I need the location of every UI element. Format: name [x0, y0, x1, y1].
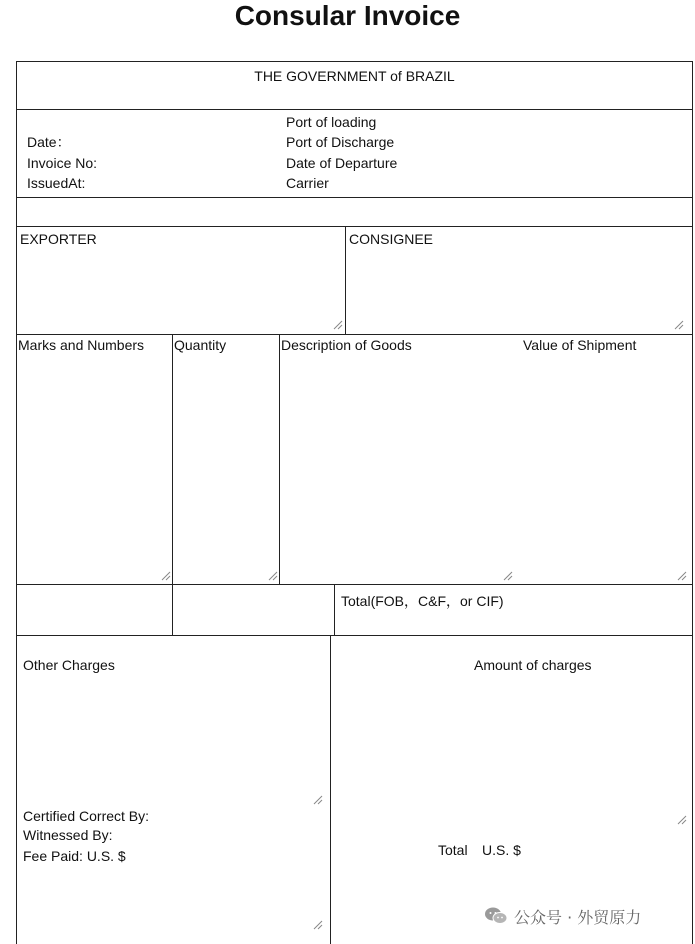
divider — [16, 584, 693, 585]
quantity-resize-handle[interactable] — [268, 571, 278, 581]
total-fob-label: Total(FOB，C&F，or CIF) — [341, 593, 504, 609]
divider — [16, 226, 693, 227]
divider — [16, 334, 693, 335]
port-of-loading-label: Port of loading — [286, 114, 377, 130]
port-of-discharge-label: Port of Discharge — [286, 134, 395, 150]
date-of-departure-label: Date of Departure — [286, 155, 398, 171]
witnessed-by-label: Witnessed By: — [23, 827, 113, 843]
issued-at-label: IssuedAt: — [27, 175, 86, 191]
divider — [172, 334, 173, 635]
amount-charges-resize-handle[interactable] — [677, 815, 687, 825]
amount-of-charges-label: Amount of charges — [474, 657, 592, 673]
fee-resize-handle[interactable] — [313, 920, 323, 930]
description-of-goods-header: Description of Goods — [281, 337, 412, 353]
frame-left — [16, 61, 17, 944]
date-label: Date： — [27, 134, 71, 150]
marks-resize-handle[interactable] — [161, 571, 171, 581]
value-resize-handle[interactable] — [677, 571, 687, 581]
charges-total-label: Total — [438, 842, 468, 858]
divider — [334, 584, 335, 635]
charges-total-currency: U.S. $ — [482, 842, 521, 858]
divider — [16, 635, 693, 636]
marks-and-numbers-header: Marks and Numbers — [18, 337, 145, 353]
other-charges-resize-handle[interactable] — [313, 795, 323, 805]
exporter-resize-handle[interactable] — [333, 320, 343, 330]
invoice-no-label: Invoice No: — [27, 155, 98, 171]
value-of-shipment-header: Value of Shipment — [523, 337, 637, 353]
government-heading: THE GOVERNMENT of BRAZIL — [254, 68, 455, 84]
description-resize-handle[interactable] — [503, 571, 513, 581]
page-title: Consular Invoice — [234, 0, 461, 31]
fee-paid-label: Fee Paid: U.S. $ — [23, 848, 126, 864]
exporter-label: EXPORTER — [20, 231, 97, 247]
consignee-label: CONSIGNEE — [349, 231, 434, 247]
divider — [279, 334, 280, 584]
wechat-icon — [484, 906, 508, 926]
other-charges-label: Other Charges — [23, 657, 115, 673]
watermark-text: 公众号 · 外贸原力 — [514, 908, 642, 927]
frame-top — [16, 61, 693, 62]
divider — [16, 197, 693, 198]
frame-right — [692, 61, 693, 944]
consignee-resize-handle[interactable] — [674, 320, 684, 330]
divider — [330, 635, 331, 944]
divider — [345, 226, 346, 334]
quantity-header: Quantity — [174, 337, 227, 353]
carrier-label: Carrier — [286, 175, 329, 191]
certified-by-label: Certified Correct By: — [23, 808, 150, 824]
divider — [16, 109, 693, 110]
